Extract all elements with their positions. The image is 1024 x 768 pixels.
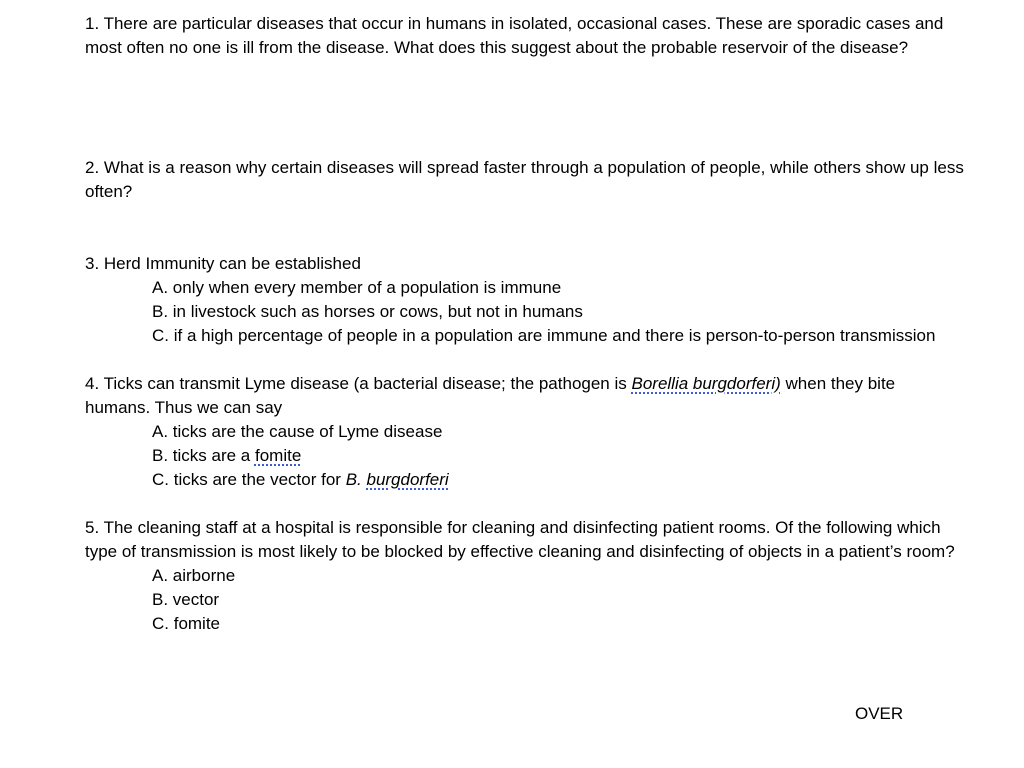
question-4-option-c [85,468,965,492]
genus-abbrev: B. [345,470,367,489]
question-5-block [85,516,965,636]
fomite-term: fomite [254,446,302,465]
question-5-stem: 5. The cleaning staff at a hospital is responsible for cleaning and disinfecting patient rooms. Of the following which type of transmission is most likely to be blocked by effective cleaning and disinfecting of objects in a patient’s room? [85,518,955,561]
question-4-stem [85,372,965,420]
question-4-option-c-prefix: C. ticks are the vector for [152,470,346,489]
question-4-option-a: A. ticks are the cause of Lyme disease [152,422,443,441]
question-3-block [85,252,965,348]
over-label: OVER [855,704,904,723]
worksheet-page [85,12,965,636]
question-4-stem-after: when they bite humans. Thus we can say [85,374,896,417]
question-3-option-c: C. if a high percentage of people in a population are immune and there is person-to-person transmission [152,326,936,345]
question-1: 1. There are particular diseases that occur in humans in isolated, occasional cases. These are sporadic cases and most often no one is ill from the disease. What does this suggest about the probable reservoir of the disease? [85,14,944,57]
question-5-option-b: B. vector [152,590,220,609]
question-3-option-a: A. only when every member of a population is immune [152,278,562,297]
question-4-block [85,372,965,492]
question-5-option-c: C. fomite [152,614,221,633]
question-4-stem-before: 4. Ticks can transmit Lyme disease (a bacterial disease; the pathogen is [85,374,632,393]
question-3-option-b: B. in livestock such as horses or cows, but not in humans [152,302,583,321]
question-4-option-b [85,444,965,468]
question-2: 2. What is a reason why certain diseases will spread faster through a population of people, while others show up less often? [85,158,964,201]
question-5-option-a: A. airborne [152,566,236,585]
species-name: burgdorferi [366,470,449,489]
question-4-option-b-prefix: B. ticks are a [152,446,255,465]
pathogen-name: Borellia burgdorferi) [631,374,781,393]
question-3-stem: 3. Herd Immunity can be established [85,254,361,273]
